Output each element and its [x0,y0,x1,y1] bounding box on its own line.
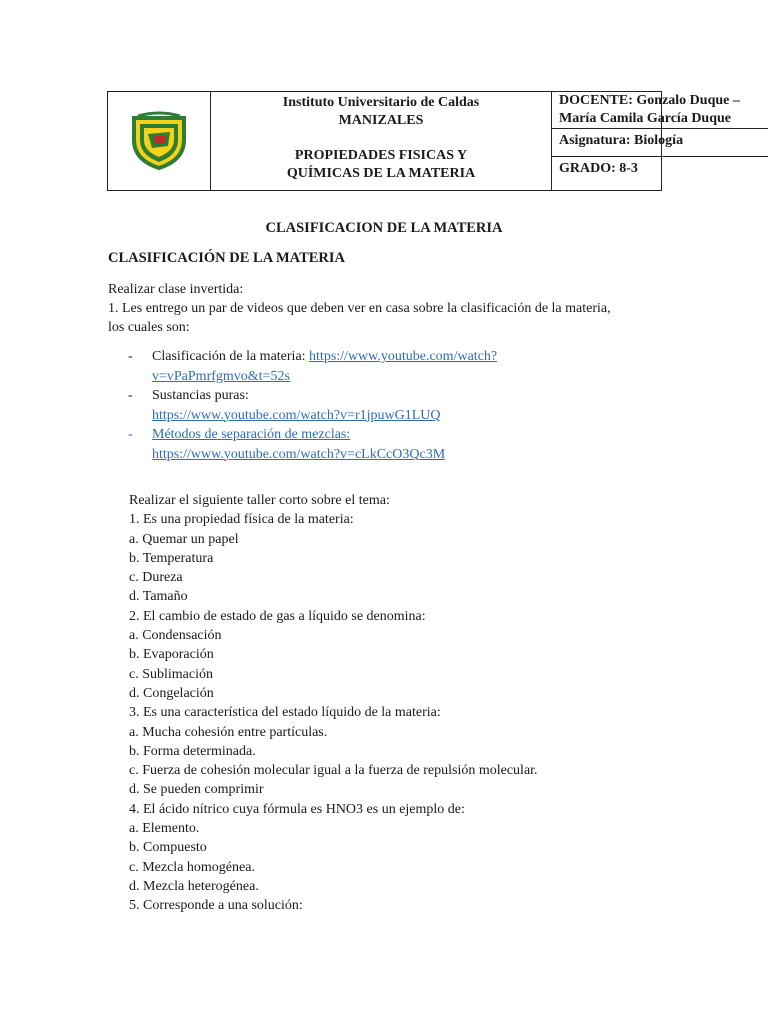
logo-cell [108,92,211,190]
info-cells [552,92,740,190]
quiz-intro: Realizar el siguiente taller corto sobre el tema: [129,493,390,508]
school-crest-icon [128,110,190,172]
quiz-line: a. Condensación [129,628,222,644]
topic-line-1: PROPIEDADES FISICAS Y [294,148,468,163]
intro-line: Realizar clase invertida: [108,282,244,297]
quiz-line: a. Elemento. [129,821,200,837]
quiz-line: b. Forma determinada. [129,743,256,759]
quiz-line: d. Se pueden comprimir [129,782,264,798]
list-item: - Sustancias puras: https://www.youtube.com/watch?v=r1jpuwG1LUQ [128,388,441,423]
video-link[interactable]: https://www.youtube.com/watch?v=cLkCcO3Qc3M [152,446,446,462]
quiz-line: c. Fuerza de cohesión molecular igual a la fuerza de repulsión molecular. [129,763,538,779]
main-title: CLASIFICACION DE LA MATERIA [265,220,503,236]
grado-cell: GRADO: 8-3 [551,156,768,190]
quiz-line: a. Mucha cohesión entre partículas. [129,724,328,740]
video-link[interactable]: https://www.youtube.com/watch? [309,349,498,364]
intro-line: 1. Les entrego un par de videos que deben ver en casa sobre la clasificación de la materia, [108,301,611,316]
topic-line-2: QUÍMICAS DE LA MATERIA [286,166,476,181]
intro-paragraph [108,280,668,337]
link-label: Clasificación de la materia: [152,349,310,364]
asignatura-cell: Asignatura: Biología [551,128,768,156]
quiz-line: 4. El ácido nítrico cuya fórmula es HNO3 es un ejemplo de: [129,801,465,817]
docente-name: María Camila García Duque [559,111,732,126]
quiz-line: b. Compuesto [129,840,207,856]
intro-line: los cuales son: [108,320,190,335]
video-link[interactable]: v=vPaPmrfgmvo&t=52s [152,368,290,384]
video-link[interactable]: https://www.youtube.com/watch?v=r1jpuwG1LUQ [152,407,441,423]
quiz-line: c. Sublimación [129,666,213,682]
institution-name: Instituto Universitario de Caldas [282,95,480,110]
list-item: - Métodos de separación de mezclas: https://www.youtube.com/watch?v=cLkCcO3Qc3M [128,427,446,462]
quiz-line: a. Quemar un papel [129,531,239,547]
quiz-line: d. Congelación [129,685,214,701]
link-label: Sustancias puras: [152,388,249,403]
section-title: CLASIFICACIÓN DE LA MATERIA [108,250,345,266]
quiz-line: b. Temperatura [129,550,214,566]
institution-city: MANIZALES [338,113,424,128]
link-label[interactable]: Métodos de separación de mezclas: [152,427,351,442]
video-list [128,347,668,464]
header-table [107,91,740,191]
quiz-line: d. Tamaño [129,589,188,605]
quiz-line: 3. Es una característica del estado líquido de la materia: [129,705,441,721]
quiz-section [129,491,689,916]
quiz-line: d. Mezcla heterogénea. [129,878,259,894]
quiz-line: 5. Corresponde a una solución: [129,898,303,914]
quiz-line: c. Mezcla homogénea. [129,859,255,875]
institution-cell [211,92,552,190]
quiz-line: 2. El cambio de estado de gas a líquido se denomina: [129,608,426,624]
docente-label: DOCENTE: Gonzalo Duque – [559,93,740,108]
list-item: - Clasificación de la materia: https://www.youtube.com/watch? v=vPaPmrfgmvo&t=52s [128,349,498,384]
quiz-line: b. Evaporación [129,647,214,663]
quiz-line: 1. Es una propiedad física de la materia: [129,512,354,528]
quiz-line: c. Dureza [129,570,183,586]
